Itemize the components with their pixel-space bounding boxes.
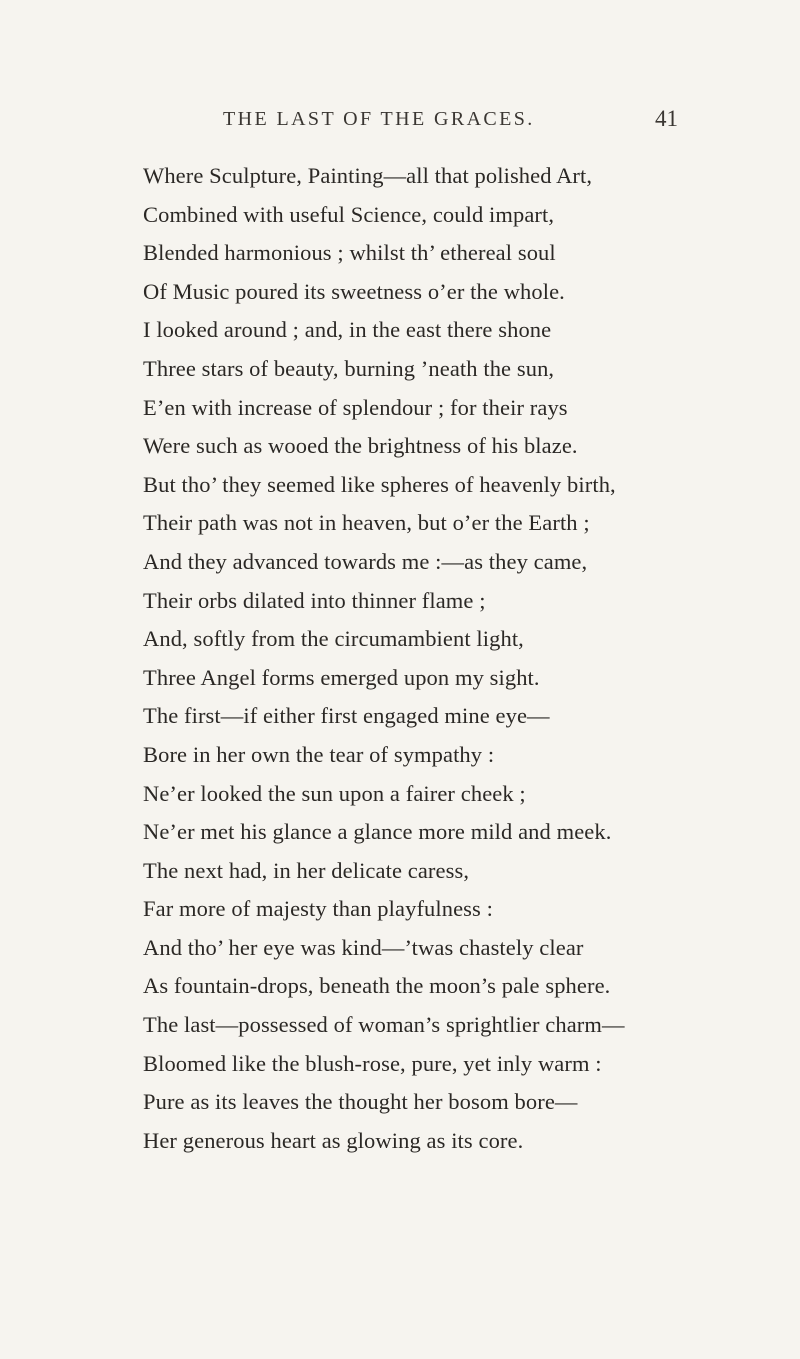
poem-line: Three Angel forms emerged upon my sight. [143, 664, 540, 690]
poem-line: And, softly from the circumambient light, [143, 626, 524, 652]
running-title: THE LAST OF THE GRACES. [223, 108, 535, 130]
poem-line: Combined with useful Science, could impart, [143, 201, 555, 227]
poem-line: Bore in her own the tear of sympathy : [143, 741, 495, 767]
poem-line: Pure as its leaves the thought her bosom bore— [143, 1089, 578, 1115]
poem-line: Where Sculpture, Painting—all that polished Art, [143, 163, 593, 188]
poem-line: Their path was not in heaven, but o’er the Earth ; [143, 510, 590, 536]
poem-line: The next had, in her delicate caress, [143, 857, 470, 883]
poem-line: Ne’er met his glance a glance more mild and meek. [143, 819, 612, 845]
poem-line: Her generous heart as glowing as its core. [143, 1127, 524, 1153]
poem-line: Ne’er looked the sun upon a fairer cheek ; [143, 780, 526, 806]
poem-line: And they advanced towards me :—as they came, [143, 548, 588, 574]
poem-line: I looked around ; and, in the east there shone [143, 317, 552, 343]
poem-line: But tho’ they seemed like spheres of heavenly birth, [143, 471, 616, 497]
poem-text [143, 157, 783, 1160]
page-number: 41 [655, 106, 678, 131]
poem-line: Of Music poured its sweetness o’er the whole. [143, 278, 565, 304]
poem-line: E’en with increase of splendour ; for their rays [143, 394, 568, 420]
poem-line: And tho’ her eye was kind—’twas chastely clear [143, 934, 584, 960]
poem-line: Far more of majesty than playfulness : [143, 896, 493, 922]
poem-line: The last—possessed of woman’s sprightlier charm— [143, 1012, 625, 1038]
poem-line: Were such as wooed the brightness of his blaze. [143, 433, 578, 459]
poem-line: Three stars of beauty, burning ’neath the sun, [143, 355, 555, 381]
poem-line: Bloomed like the blush-rose, pure, yet inly warm : [143, 1050, 602, 1076]
running-head [0, 108, 800, 136]
poem-line: The first—if either first engaged mine eye— [143, 703, 550, 729]
poem-line: As fountain-drops, beneath the moon’s pale sphere. [143, 973, 611, 999]
poem-line: Blended harmonious ; whilst th’ ethereal soul [143, 240, 556, 266]
poem-line: Their orbs dilated into thinner flame ; [143, 587, 486, 613]
